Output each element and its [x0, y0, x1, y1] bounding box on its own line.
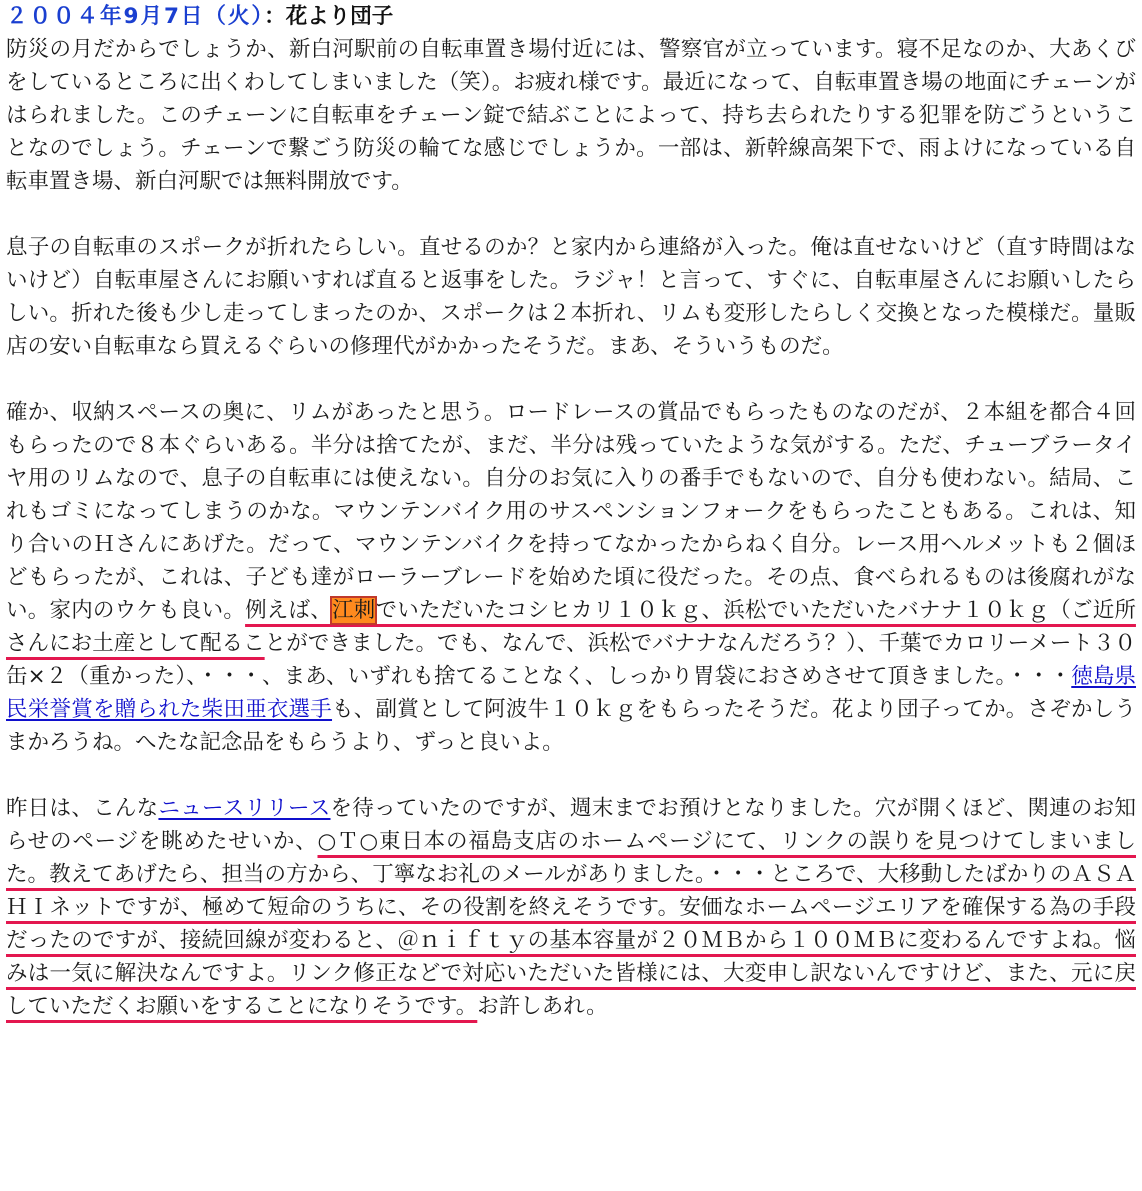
entry-date: ２００４年9月7日（火）	[6, 4, 265, 29]
paragraph-gap	[6, 198, 1136, 231]
paragraph-spoke-repair: 息子の自転車のスポークが折れたらしい。直せるのか？と家内から連絡が入った。俺は直せないけど（直す時間はないけど）自転車屋さんにお願いすれば直ると返事をした。ラジャ！と言って、すぐに、自転車屋さんにお願いしたらしい。折れた後も少し走ってしまったのか、スポークは２本折れ、リムも変形したらしく交換となった模様だ。量販店の安い自転車なら買えるぐらいの修理代がかかったそうだ。まあ、そういうものだ。	[6, 235, 1136, 359]
paragraph-gap	[6, 759, 1136, 792]
paragraph-prizes	[6, 396, 1136, 759]
paragraph-bicycle-parking: 防災の月だからでしょうか、新白河駅前の自転車置き場付近には、警察官が立っています。寝不足なのか、大あくびをしているところに出くわしてしまいました（笑）。お疲れ様です。最近になって、自転車置き場の地面にチェーンがはられました。このチェーンに自転車をチェーン錠で結ぶことによって、持ち去られたりする犯罪を防ごうということなのでしょう。チェーンで繋ごう防災の輪てな感じでしょうか。一部は、新幹線高架下で、雨よけになっている自転車置き場、新白河駅では無料開放です。	[6, 37, 1136, 194]
title-separator: ：	[264, 4, 286, 29]
tokushima-award-link[interactable]: 徳島県民栄誉賞を贈られた柴田亜衣選手	[6, 664, 1136, 722]
entry-subject: 花より団子	[285, 4, 394, 29]
underlined-rice-banana: でいただいたコシヒカリ１０ｋｇ、浜松でいただいたバナナ１０ｋｇ（ご近所さんにお土産として配るこ	[6, 598, 1136, 656]
prizes-text: 確か、収納スペースの奥に、リムがあったと思う。ロードレースの賞品でもらったものなのだが、２本組を都合４回もらったので８本ぐらいある。半分は捨てたが、まだ、半分は残っていたような気がする。ただ、チューブラータイヤ用のリムなので、息子の自転車には使えない。自分のお気に入りの番手でもないので、自分も使わない。結局、これもゴミになってしまうのかな。マウンテンバイク用のサスペンションフォークをもらったこともある。これは、知り合いのＨさんにあげた。だって、マウンテンバイクを持ってなかったからねく自分。レース用ヘルメットも２個ほどもらったが、これは、子ども達がローラーブレードを始めた頃に役だった。その点、食べられるものは後腐れがない。家内のウケも良い。	[6, 400, 1136, 623]
underlined-lead: 例えば、	[245, 598, 333, 623]
paragraph-news-release	[6, 792, 1136, 1023]
prizes-text-continued: とができました。でも、なんで、浜松でバナナなんだろう？）、千葉でカロリーメート３０缶×２（重かった）、・・・、まあ、いずれも捨てることなく、しっかり胃袋におさめさせて頂きました。・・・	[6, 631, 1136, 689]
prizes-text-end: も、副賞として阿波牛１０ｋｇをもらったそうだ。花より団子ってか。さぞかしうまかろうね。へたな記念品をもらうより、ずっと良いよ。	[6, 697, 1136, 755]
highlighted-word: 江刺	[332, 598, 376, 623]
news-release-link[interactable]: ニュースリリース	[158, 796, 331, 821]
news-text-continued: を待っていたのですが、週末までお預けとなりました。穴が開くほど、関連のお知らせのページを眺めたせいか、	[6, 796, 1136, 854]
news-text: 昨日は、こんな	[6, 796, 159, 821]
news-text-end: お許しあれ。	[477, 994, 608, 1019]
diary-page	[6, 0, 1136, 1023]
underlined-ntt-text: ○Ｔ○東日本の福島支店のホームページにて、リンクの誤りを見つけてしまいました。教えてあげたら、担当の方から、丁寧なお礼のメールがありました。・・・ところで、大移動したばかりのＡＳＡＨＩネットですが、極めて短命のうちに、その役割を終えそうです。安価なホームページエリアを確保する為の手段だったのですが、接続回線が変わると、＠ｎｉｆｔｙの基本容量が２０ＭＢから１００ＭＢに変わるんですよね。悩みは一気に解決なんですよ。リンク修正などで対応いただいた皆様には、大変申し訳ないんですけど、また、元に戻していただくお願いをすることになりそうです。	[6, 829, 1136, 1019]
paragraph-gap	[6, 363, 1136, 396]
entry-title	[6, 0, 1136, 33]
